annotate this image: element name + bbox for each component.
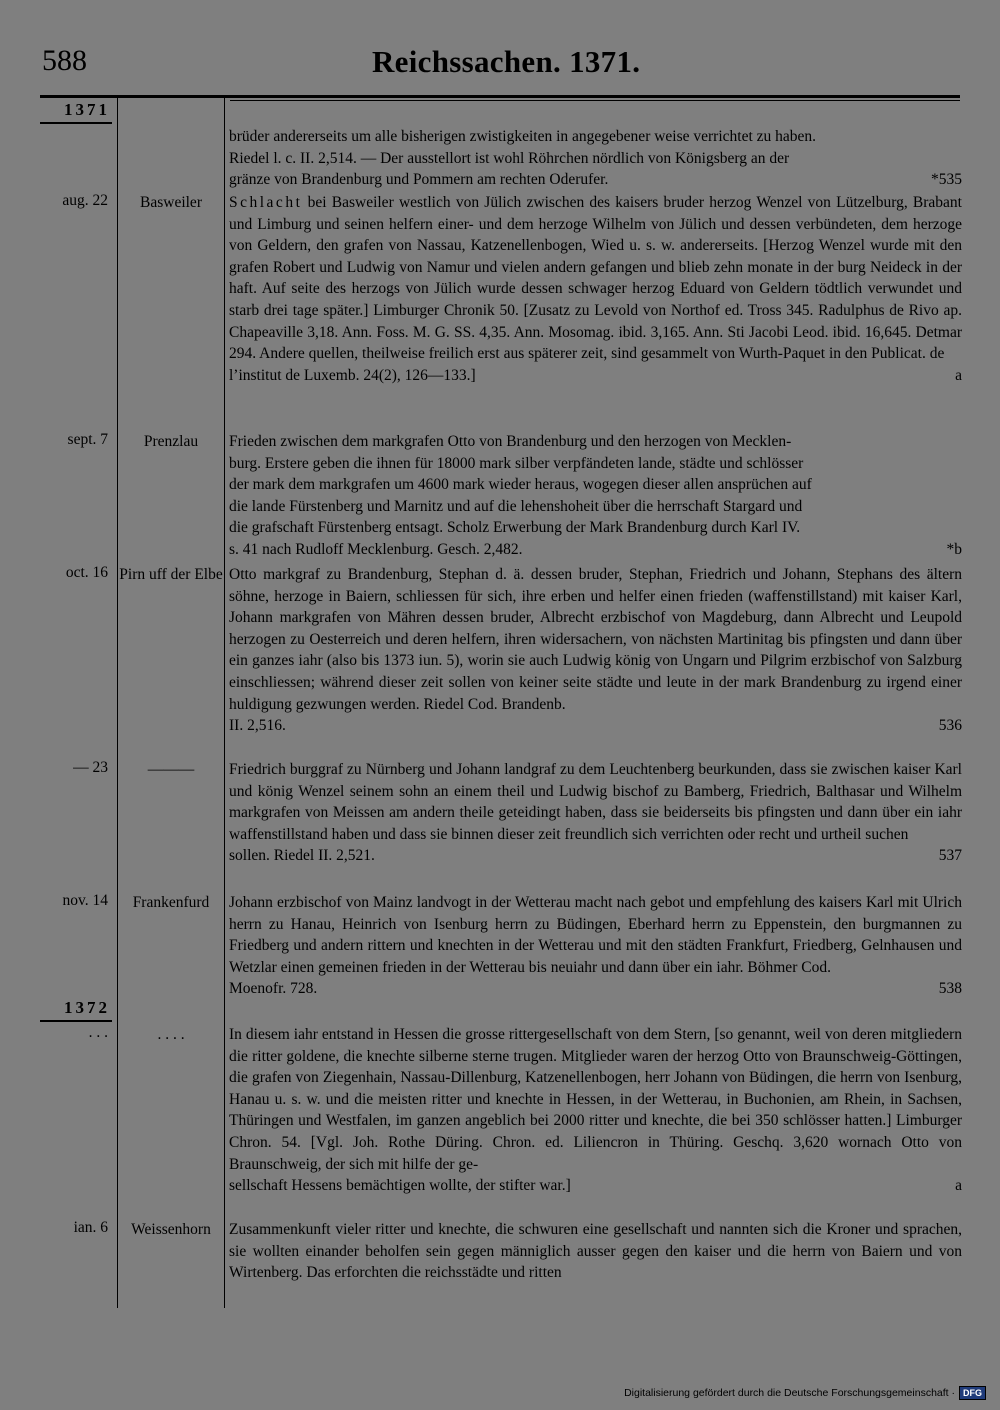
entry-place: Frankenfurd [132,894,210,911]
year-mark-1372: 1372 [64,998,110,1017]
text-line: Riedel l. c. II. 2,514. — Der ausstellort ist wohl Röhrchen nördlich von Königsberg an der [229,149,790,167]
page-number: 588 [42,44,87,77]
entry-place: Weissenhorn [131,1221,211,1238]
text-line: Frieden zwischen dem markgrafen Otto von Brandenburg und den herzogen von Mecklen- [229,433,792,450]
header-rule-thick [40,95,960,98]
entry-ref-line [229,169,962,191]
entry-continuation [229,126,962,191]
entry-text [229,759,962,867]
entry-number: 536 [938,717,962,735]
entry-ref-line [229,845,962,867]
running-title: Reichssachen. 1371. [372,44,641,79]
entry-last-line: II. 2,516. [229,717,286,735]
entry-body: Friedrich burggraf zu Nürnberg und Johann landgraf zu dem Leuchtenberg beurkunden, dass sie zwischen kaiser Karl und könig Wenzel seinem sohn an einem theil und Ludwig bischof zu Bamberg, Friedrich, Balthasar und Wilhelm markgrafen von Meissen am andern theile geteidingt haben, dass sie beiderseits bis pfingsten und dann über ein iahr waffenstillstand haben und dass sie binnen dieser zeit freundlich sich verrichten oder recht und urtheil suchen [229,761,962,843]
entry-body: Johann erzbischof von Mainz landvogt in der Wetterau macht nach gebot und empfehlung des kaisers Karl mit Ulrich herrn zu Hanau, Heinrich von Isenburg herrn zu Büdingen, Eberhard herrn zu Eppenstein, den burgmannen zu Friedberg und andern rittern und knechten in der Wetterau und mit den städten Frankfurt, Friedberg, Gelnhausen und Wetzlar einen gemeinen frieden in der Wetterau bis neuiahr und dann über ein iahr. Böhmer Cod. [229,894,962,976]
text-line: die grafschaft Fürstenberg entsagt. Scholz Erwerbung der Mark Brandenburg durch Karl IV. [229,519,801,537]
entry-text [229,431,962,561]
entry-body: bei Basweiler westlich von Jülich zwischen des kaisers bruder herzog Wenzel von Lützelburg, Brabant und Limburg und seinen helfern einer- und dem herzoge Wilhelm von Jülich und dessen verbündeten, dem herzoge von Geldern, den grafen von Nassau, Katzenellenbogen, Wied u. s. w. andererseits. [Herzog Wenzel wurde mit den grafen Robert und Ludwig von Namur und vielen andern gefangen und blieb zehn monate in der burg Neideck in der haft. Auf seite des herzogs von Jülich wurde dessen schwager herzog Eduard von Geldern tödtlich verwundet und starb drei tage später.] Limburger Chronik 50. [Zusatz zu Levold von Northof ed. Tross 345. Radulphus de Rivo ap. Chapeaville 3,18. Ann. Foss. M. G. SS. 4,35. Ann. Mosomag. ibid. 3,165. Ann. Sti Jacobi Leod. ibid. 16,645. Detmar 294. Andere quellen, theilweise freilich erst aus späterer zeit, sind gesammelt von Wurth-Paquet in den Publicat. de [229,194,962,363]
entry-text [229,1024,962,1197]
entry-text [229,892,962,1000]
entry-ref-line [229,365,962,387]
entry-place: ——— [147,761,195,778]
entry-number: *535 [931,171,962,189]
entry-body: Otto markgraf zu Brandenburg, Stephan d. ä. dessen bruder, Stephan, Friedrich und Johann, Stephans des ältern söhne, herzoge in Baiern, schliessen für sich, ihre erben und helfer einen frieden (waffenstillstand) mit kaiser Karl, Johann markgrafen von Mähren dessen bruder, Albrecht erzbischof von Magdeburg, dann Albrecht und Leupold herzogen zu Oesterreich und deren helfern, ihren widersachern, von nächsten Martinitag bis pfingsten und dann über ein ganzes iahr (also bis 1373 iun. 5), worin sie auch Ludwig könig von Ungarn und Pilgrim erzbischof von Salzburg einschliessen; während dieser zeit sollen von keiner seite städte und leute in der mark Brandenburg zu irgend einer huldigung gezwungen werden. Riedel Cod. Brandenb. [229,566,962,713]
text-line: der mark dem markgrafen um 4600 mark wieder heraus, wogegen dieser allen ansprüchen auf [229,476,812,494]
entry-date: aug. 22 [62,192,108,209]
entry-last-line: gränze von Brandenburg und Pommern am rechten Oderufer. [229,171,609,189]
entry-place: . . . . [157,1026,185,1043]
entry-number: 537 [938,847,962,865]
entry-date: oct. 16 [65,564,108,581]
entry-number: a [955,366,962,384]
year-underline-1371 [40,122,112,124]
entry-ref-line [229,978,962,1000]
entry-last-line: sollen. Riedel II. 2,521. [229,847,375,865]
entry-number: *b [946,540,962,558]
text-line: die lande Fürstenberg und Marnitz und auf die lehenshoheit über die herrschaft Stargard und [229,497,803,515]
entry-date: ian. 6 [73,1219,108,1236]
entry-last-line: s. 41 nach Rudloff Mecklenburg. Gesch. 2,482. [229,540,523,558]
column-divider-date [117,96,118,1308]
entry-ref-line [229,539,962,561]
column-divider-place [224,96,225,1308]
text-line: burg. Erstere geben die ihnen für 18000 mark silber verpfändeten lande, städte und schlösser [229,454,804,472]
entry-place: Pirn uff der Elbe [119,566,223,583]
year-mark-1371: 1371 [64,100,110,119]
entry-date: sept. 7 [67,431,108,448]
dfg-logo: DFG [959,1386,986,1400]
entry-body: Zusammenkunft vieler ritter und knechte, die schwuren eine gesellschaft und nannten sich die Kroner und sprachen, sie wollten einander beholfen sein gegen männiglich ausser gegen den kaiser und die herrn von Baiern und von Wirtenberg. Das erforchten die reichsstädte und ritten [229,1221,962,1282]
entry-date: nov. 14 [62,892,108,909]
entry-date: . . . [88,1024,108,1041]
entry-date: — 23 [73,759,108,776]
entry-text [229,564,962,737]
entry-number: a [955,1177,962,1195]
entry-last-line: Moenofr. 728. [229,980,318,998]
entry-text [229,192,962,386]
entry-body: In diesem iahr entstand in Hessen die grosse rittergesellschaft von dem Stern, [so genannt, weil von deren mitgliedern die ritter goldene, die knechte silberne sterne trugen. Mitglieder waren der herzog Otto von Braunschweig-Göttingen, die grafen von Ziegenhain, Nassau-Dillenburg, Katzenellenbogen, herr Johann von Büdingen, die herrn von Isenburg, Hanau u. s. w. und die meisten ritter und knechte in Hessen, in der Wetterau, in Buchonien, am Rhein, in Sachsen, Thüringen und Westfalen, im ganzen angeblich bei 2000 ritter und knechte, die bei 350 schlösser hatten.] Limburger Chron. 54. [Vgl. Joh. Rothe Düring. Chron. ed. Liliencron in Thüring. Geschq. 3,620 wornach Otto von Braunschweig, der sich mit hilfe der ge- [229,1026,962,1173]
entry-ref-line [229,1175,962,1197]
header-rule-thin [230,100,960,101]
footer-text: Digitalisierung gefördert durch die Deutsche Forschungsgemeinschaft · [624,1387,955,1399]
entry-place: Basweiler [140,194,202,211]
text-line: brüder andererseits um alle bisherigen zwistigkeiten in angegebener weise verrichtet zu haben. [229,128,817,145]
entry-ref-line [229,715,962,737]
entry-last-line: l’institut de Luxemb. 24(2), 126—133.] [229,366,476,384]
entry-text [229,1219,962,1284]
entry-lead-word: Schlacht [229,194,303,211]
entry-number: 538 [938,980,962,998]
page-header [0,44,1000,94]
entry-last-line: sellschaft Hessens bemächtigen wollte, der stifter war.] [229,1177,571,1195]
digitization-footer [624,1386,986,1400]
entry-place: Prenzlau [143,433,199,450]
year-underline-1372 [40,1020,112,1022]
